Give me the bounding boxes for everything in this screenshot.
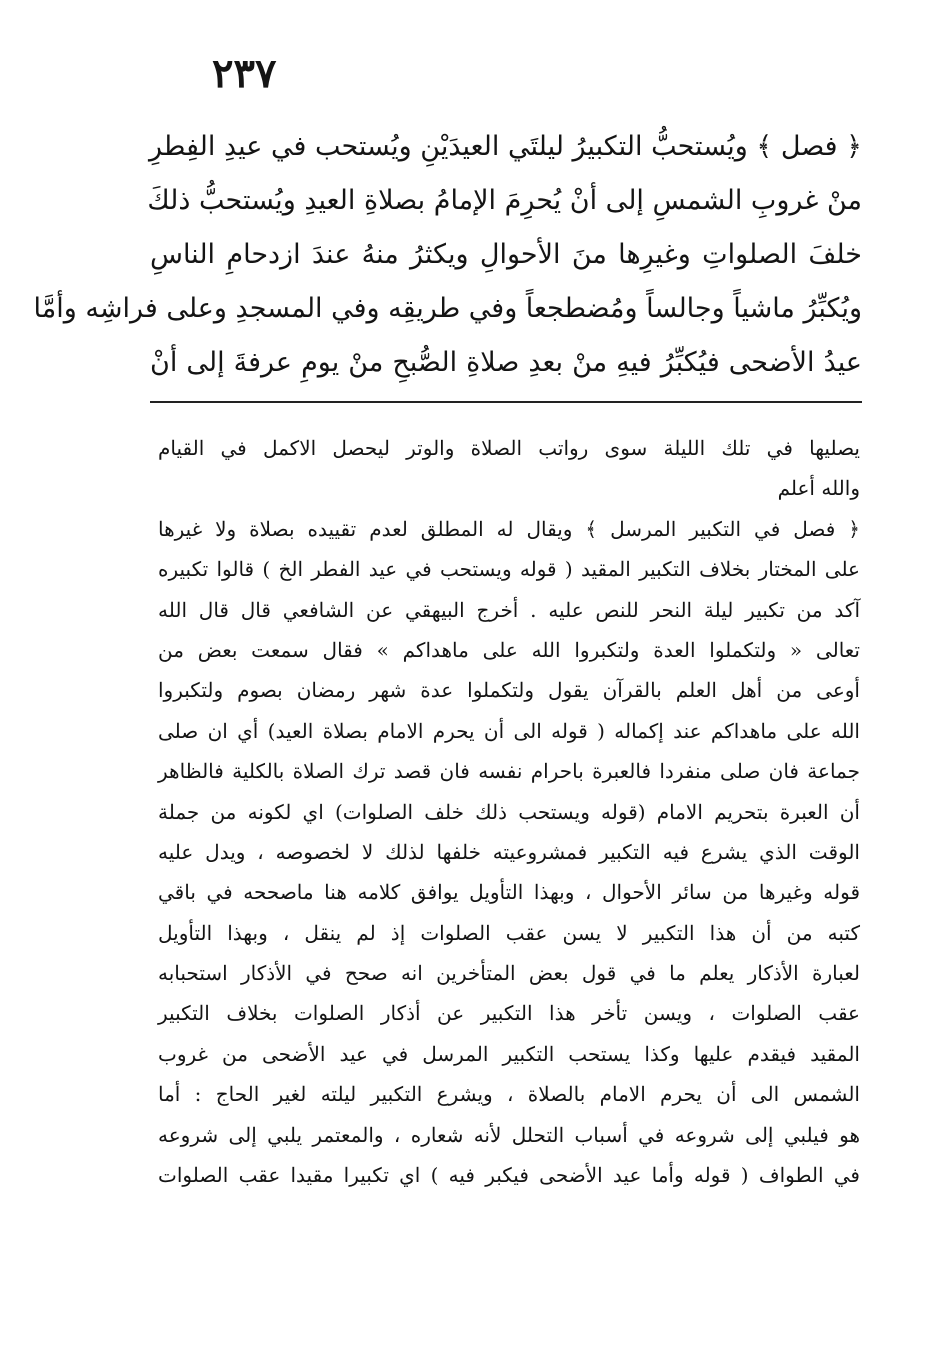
commentary-line: أوعى من أهل العلم بالقرآن يقول ولتكملوا عدة شهر رمضان بصوم ولتكبروا [158, 678, 860, 703]
commentary-line: في الطواف ( قوله وأما عيد الأضحى فيكبر فيه ) اي تكبيرا مقيدا عقب الصلوات [158, 1163, 860, 1188]
commentary-line: عقب الصلوات ، ويسن تأخر هذا التكبير عن أذكار الصلوات بخلاف التكبير [158, 1001, 860, 1026]
commentary-line: والله أعلم [777, 476, 860, 501]
commentary-line: آكد من تكبير ليلة النحر للنص عليه . أخرج البيهقي عن الشافعي قال قال الله [158, 597, 860, 622]
commentary-line: على المختار بخلاف التكبير المقيد ( قوله ويستحب في عيد الفطر الخ ) قالوا تكبيره [158, 557, 860, 582]
main-text-line: خلفَ الصلواتِ وغيرِها منَ الأحوالِ ويكثرُ منهُ عندَ ازدحامِ الناسِ [150, 239, 862, 270]
commentary-line: جماعة فان صلى منفردا فالعبرة باحرام نفسه فان قصد ترك الصلاة بالكلية فالظاهر [158, 759, 860, 784]
commentary-line: كتبه من أن هذا التكبير لا يسن عقب الصلوات إذ لم ينقل ، وبهذا التأويل [158, 920, 860, 945]
main-text-line: منْ غروبِ الشمسِ إلى أنْ يُحرِمَ الإمامُ بصلاةِ العيدِ ويُستحبُّ ذلكَ [147, 185, 862, 216]
main-text-line: ﴿ فصل ﴾ ويُستحبُّ التكبيرُ ليلتَي العيدَيْنِ ويُستحب في عيدِ الفِطرِ [148, 131, 862, 162]
commentary-line: ﴿ فصل في التكبير المرسل ﴾ ويقال له المطلق لعدم تقييده بصلاة ولا غيرها [158, 516, 860, 541]
page-number: ٢٣٧ [212, 50, 277, 97]
main-text-block [33, 120, 862, 390]
commentary-line: قوله وغيرها من سائر الأحوال ، وبهذا التأويل يوافق كلامه هنا ماصححه في باقي [158, 880, 860, 905]
separator-rule [150, 401, 862, 403]
commentary-line: المقيد فيقدم عليها وكذا يستحب التكبير المرسل في عيد الأضحى من غروب [158, 1041, 860, 1066]
commentary-line: يصليها في تلك الليلة سوى رواتب الصلاة والوتر ليحصل الاكمل في القيام [158, 436, 861, 460]
commentary-line: الشمس الى أن يحرم الامام بالصلاة ، ويشرع التكبير ليلته لغير الحاج : أما [158, 1082, 860, 1107]
commentary-block [158, 428, 860, 1195]
commentary-line: لعبارة الأذكار يعلم ما في قول بعض المتأخرين انه صحح في الأذكار استحبابه [158, 961, 860, 986]
commentary-line: هو فيلبي إلى شروعه في أسباب التحلل لأنه شعاره ، والمعتمر يلبي إلى شروعه [158, 1122, 860, 1147]
commentary-line: الله على ماهداكم عند إكماله ( قوله الى أن يحرم الامام بصلاة العيد) أي ان صلى [158, 718, 860, 743]
commentary-line: الوقت الذي يشرع فيه التكبير فمشروعيته خلفها لذلك لا لخصوصه ، ويدل عليه [158, 839, 860, 864]
main-text-line: عيدُ الأضحى فيُكبِّرُ فيهِ منْ بعدِ صلاةِ الصُّبحِ منْ يومِ عرفةَ إلى أنْ [150, 347, 862, 378]
main-text-line: ويُكبِّرُ ماشياً وجالساً ومُضطجعاً وفي طريقِه وفي المسجدِ وعلى فراشِه وأمَّا [33, 293, 862, 324]
commentary-line: تعالى « ولتكملوا العدة ولتكبروا الله على ماهداكم » فقال سمعت بعض من [158, 637, 860, 662]
commentary-line: أن العبرة بتحريم الامام (قوله ويستحب ذلك خلف الصلوات) اي لكونه من جملة [158, 799, 860, 824]
